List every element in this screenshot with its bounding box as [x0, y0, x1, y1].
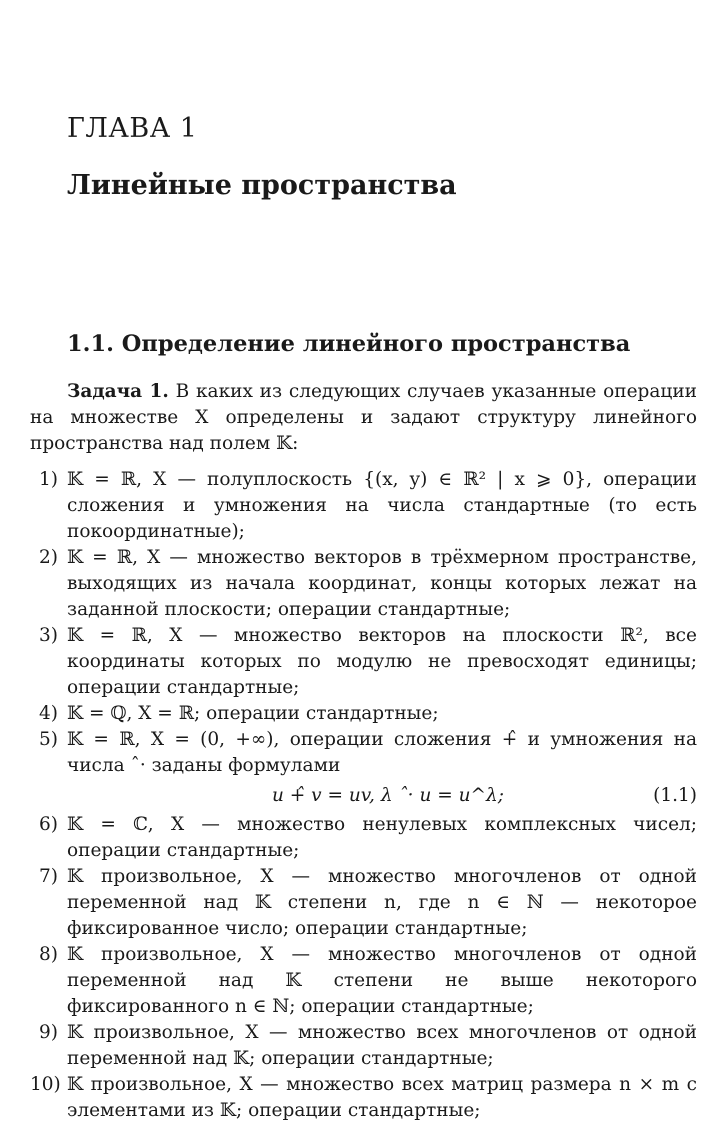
item-number: 10) — [30, 1074, 61, 1095]
chapter-label: ГЛАВА 1 — [67, 113, 198, 144]
item-text: 𝕂 = ℝ, X = (0, +∞), операции сложения +̂ и умножения на числа ˆ· заданы формулами — [67, 729, 697, 776]
list-item — [30, 545, 697, 623]
item-text: 𝕂 произвольное, X — множество многочленов от одной переменной над 𝕂 степени не выше некоторого фиксированного n ∈ ℕ; операции стандартные; — [67, 944, 697, 1017]
list-item — [30, 467, 697, 545]
list-item — [30, 701, 697, 727]
item-number: 4) — [39, 703, 58, 724]
item-number: 3) — [39, 625, 58, 646]
list-item — [30, 727, 697, 812]
formula-text: u +̂ v = uv, λ ˆ· u = u^λ; — [272, 785, 504, 806]
item-text: 𝕂 произвольное, X — множество всех многочленов от одной переменной над 𝕂; операции стандартные; — [67, 1022, 697, 1069]
item-number: 1) — [39, 469, 58, 490]
item-text: 𝕂 произвольное, X — множество многочленов от одной переменной над 𝕂 степени n, где n ∈ ℕ — некоторое фиксированное число; операции стандартные; — [67, 866, 697, 939]
chapter-title: Линейные пространства — [67, 170, 457, 201]
display-formula — [67, 779, 697, 812]
problem-label: Задача 1. — [67, 381, 169, 402]
item-number: 6) — [39, 814, 58, 835]
item-number: 8) — [39, 944, 58, 965]
list-item — [30, 864, 697, 942]
list-item — [30, 1072, 697, 1124]
list-item — [30, 812, 697, 864]
item-text: 𝕂 = ℝ, X — полуплоскость {(x, y) ∈ ℝ² | x ⩾ 0}, операции сложения и умножения на числа стандартные (то есть покоординатные); — [67, 469, 697, 542]
problem-text: В каких из следующих случаев указанные операции на множестве X определены и задают структуру линейного пространства над полем 𝕂: — [30, 381, 697, 454]
item-text: 𝕂 = ℚ, X = ℝ; операции стандартные; — [67, 703, 439, 724]
item-number: 9) — [39, 1022, 58, 1043]
item-number: 7) — [39, 866, 58, 887]
item-text: 𝕂 произвольное, X — множество всех матриц размера n × m с элементами из 𝕂; операции стандартные; — [67, 1074, 697, 1121]
list-item — [30, 942, 697, 1020]
section-heading: 1.1. Определение линейного пространства — [67, 331, 631, 357]
problem-statement — [30, 379, 697, 457]
list-item — [30, 623, 697, 701]
equation-number: (1.1) — [653, 785, 697, 806]
item-text: 𝕂 = ℝ, X — множество векторов в трёхмерном пространстве, выходящих из начала координат, концы которых лежат на заданной плоскости; операции стандартные; — [67, 547, 697, 620]
item-text: 𝕂 = ℂ, X — множество ненулевых комплексных чисел; операции стандартные; — [67, 814, 697, 861]
list-item — [30, 1020, 697, 1072]
item-number: 5) — [39, 729, 58, 750]
problem-items-list — [30, 467, 697, 1124]
item-number: 2) — [39, 547, 58, 568]
item-text: 𝕂 = ℝ, X — множество векторов на плоскости ℝ², все координаты которых по модулю не превосходят единицы; операции стандартные; — [67, 625, 697, 698]
